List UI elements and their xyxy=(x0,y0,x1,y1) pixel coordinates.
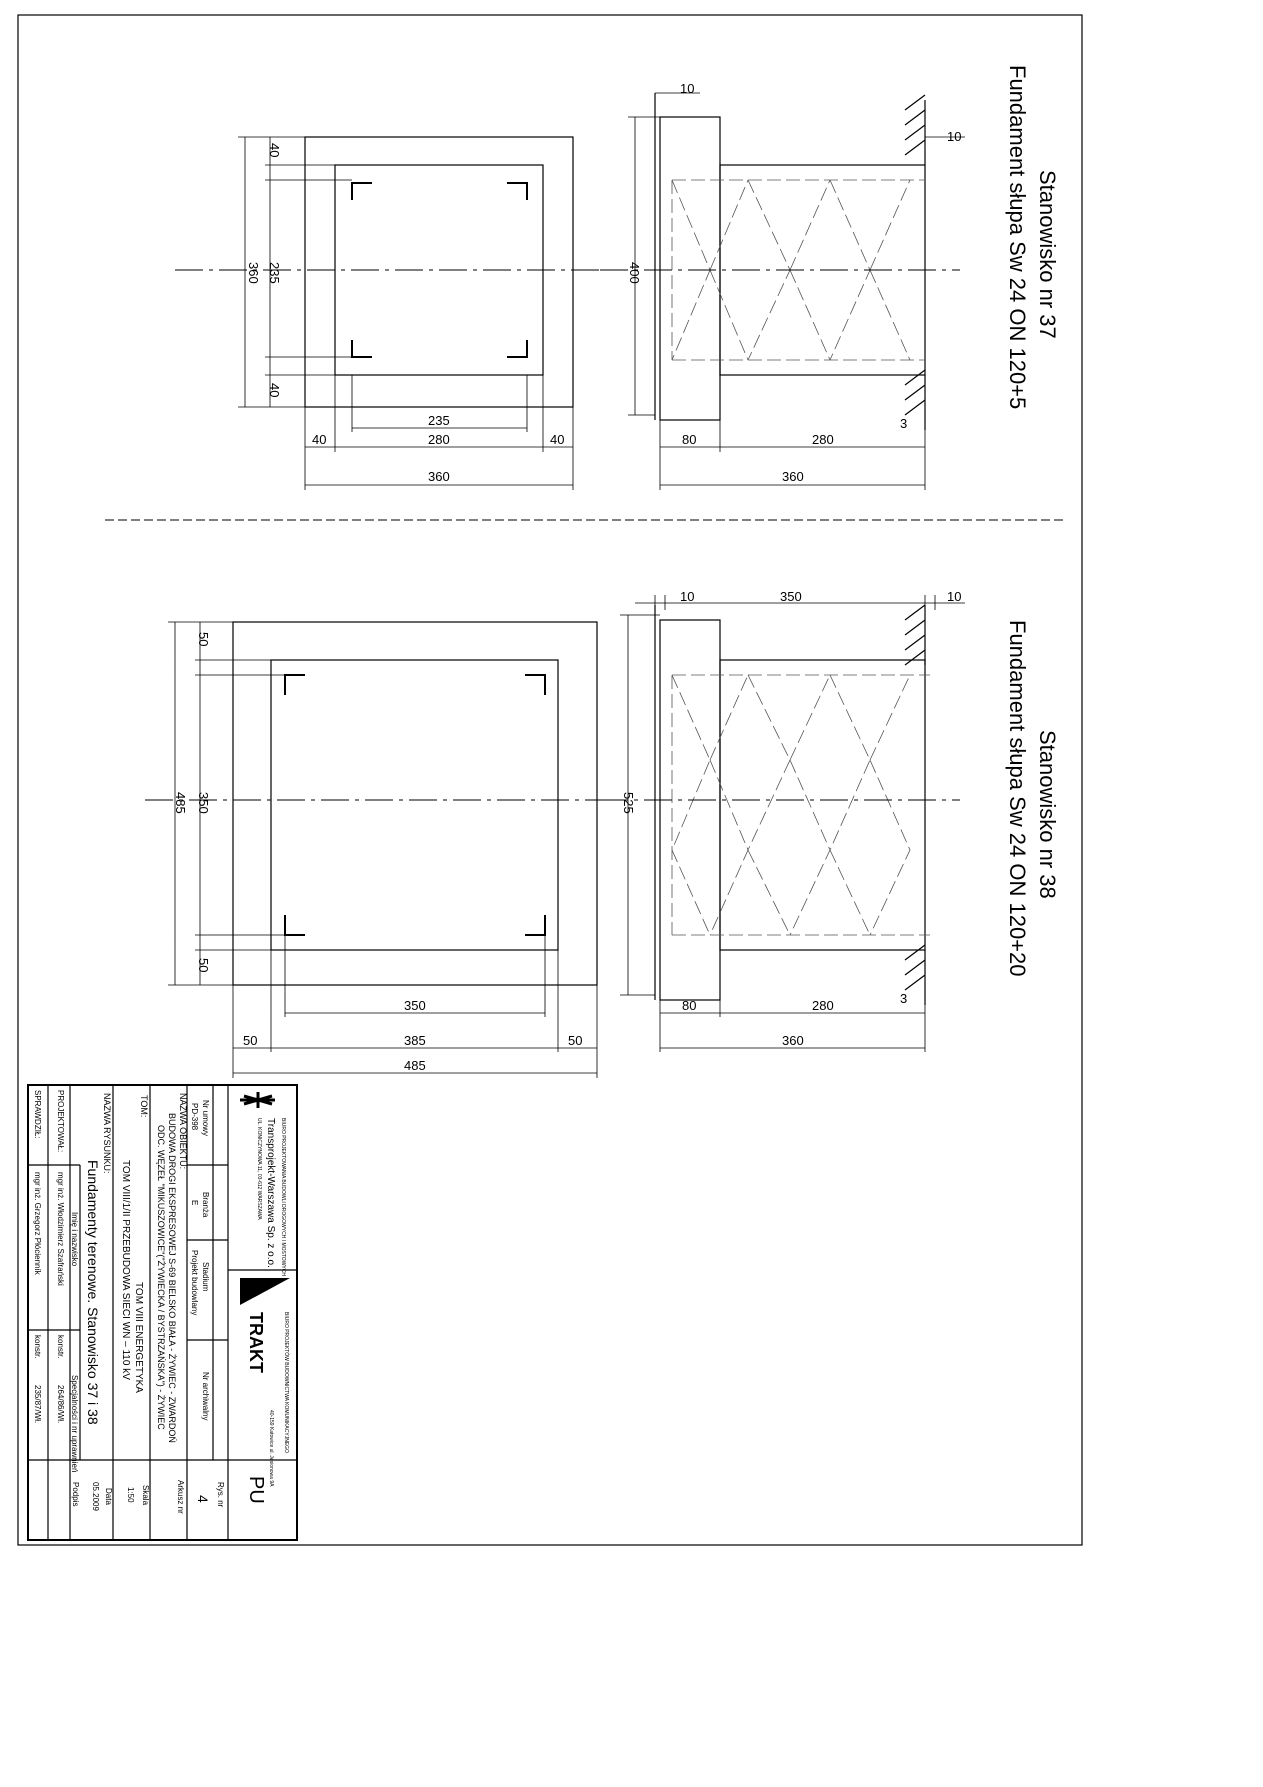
station-subtitle: Fundament słupa Sw 24 ON 120+5 xyxy=(1005,65,1030,410)
nr-umowy-label: Nr umowy xyxy=(201,1100,210,1137)
dim-text: 485 xyxy=(173,792,188,814)
dim-text: 3 xyxy=(900,416,908,431)
company-name: Transprojekt-Warszawa Sp. z o.o. xyxy=(265,1118,276,1268)
dim-text: 40 xyxy=(267,143,282,158)
podpis-label: Podpis xyxy=(71,1482,80,1507)
dim-text: 385 xyxy=(404,1033,426,1048)
dim-text: 235 xyxy=(267,262,282,284)
sprawdzil-nr: 235/87/Wł. xyxy=(33,1385,42,1424)
rys-value: 4 xyxy=(195,1495,211,1503)
title-block xyxy=(28,1085,297,1540)
rysunek-label: NAZWA RYSUNKU: xyxy=(102,1093,112,1174)
dim-text: 3 xyxy=(900,991,908,1006)
dim-text: 360 xyxy=(246,262,261,284)
dim-text: 525 xyxy=(621,792,636,814)
drawing-code: PU xyxy=(245,1476,267,1504)
dim-text: 485 xyxy=(404,1058,426,1073)
station-37 xyxy=(175,65,1060,490)
skala-label: Skala xyxy=(141,1485,150,1506)
transprojekt-logo xyxy=(240,1092,275,1108)
dim-text: 50 xyxy=(196,632,211,647)
skala-value: 1:50 xyxy=(126,1487,135,1503)
stadium-value: Projekt budowlany xyxy=(190,1250,199,1316)
dim-text: 80 xyxy=(682,998,697,1013)
rys-label: Rys. nr xyxy=(216,1482,225,1508)
dim-text: 280 xyxy=(812,998,834,1013)
data-label: Data xyxy=(104,1488,113,1505)
projektowal-name: mgr inż. Włodzimierz Szafrański xyxy=(56,1172,65,1286)
dim-text: 280 xyxy=(428,432,450,447)
dim-text: 350 xyxy=(404,998,426,1013)
obiekt-line2: ODC. WĘZEŁ "MIKUSZOWICE"("ŻYWIECKA / BYSTRZAŃSKA") - ŻYWIEC xyxy=(156,1125,166,1430)
dim-text: 50 xyxy=(568,1033,583,1048)
tom-line1: TOM VIII ENERGETYKA xyxy=(133,1282,144,1393)
dim-text: 10 xyxy=(680,589,695,604)
sprawdzil-name: mgr inż. Grzegorz Płócienník xyxy=(33,1172,42,1275)
nr-archiwalny-label: Nr archiwalny xyxy=(201,1372,210,1421)
spec-label: Specjalności i nr uprawnień xyxy=(70,1375,79,1473)
data-value: 05.2009 xyxy=(91,1482,100,1511)
dim-text: 360 xyxy=(428,469,450,484)
dim-text: 10 xyxy=(947,589,962,604)
stadium-label: Stadium xyxy=(201,1262,210,1292)
dim-text: 350 xyxy=(196,792,211,814)
station-title: Stanowisko nr 38 xyxy=(1035,730,1060,899)
dim-text: 40 xyxy=(550,432,565,447)
plan-view xyxy=(175,137,600,490)
trakt-name: TRAKT xyxy=(246,1312,266,1373)
arkusz-label: Arkusz nr xyxy=(176,1480,185,1514)
projektowal-spec: konstr. xyxy=(56,1335,65,1359)
sprawdzil-label: SPRAWDZIŁ: xyxy=(33,1090,42,1139)
company-address: UL. KONICZYNOWA 11, 03-612 WARSZAWA xyxy=(256,1118,262,1220)
trakt-header: BIURO PROJEKTÓW BUDOWNICTWA KOMUNIKACYJNEGO xyxy=(283,1312,289,1453)
branza-value: E xyxy=(190,1200,199,1206)
station-38 xyxy=(145,589,1060,1078)
station-title: Stanowisko nr 37 xyxy=(1035,170,1060,339)
dim-text: 280 xyxy=(812,432,834,447)
imie-label: Imię i nazwisko xyxy=(70,1212,79,1267)
dim-text: 50 xyxy=(196,958,211,973)
dim-text: 80 xyxy=(682,432,697,447)
projektowal-nr: 264/86/Wł. xyxy=(56,1385,65,1424)
trakt-logo xyxy=(240,1278,290,1305)
projektowal-label: PROJEKTOWAŁ: xyxy=(56,1090,65,1153)
obiekt-line1: BUDOWA DROGI EKSPRESOWEJ S-69 BIELSKO BIAŁA - ŻYWIEC - ZWARDOŃ xyxy=(167,1113,177,1443)
obiekt-label: NAZWA OBIEKTU: xyxy=(178,1093,188,1170)
dim-text: 10 xyxy=(947,129,962,144)
dim-text: 40 xyxy=(312,432,327,447)
trakt-address: 40-159 Katowice ul. Jesionowa 9A xyxy=(268,1410,274,1487)
company-header: BIURO PROJEKTOWANIA BUDOWLI DROGOWYCH I MOSTOWYCH xyxy=(280,1118,286,1276)
tom-line2: TOM VIII/1/II PRZEBUDOWA SIECI WN – 110 kV xyxy=(120,1160,131,1380)
dim-text: 360 xyxy=(782,469,804,484)
station-subtitle: Fundament słupa Sw 24 ON 120+20 xyxy=(1005,620,1030,977)
elevation-view xyxy=(600,589,965,1052)
dim-text: 350 xyxy=(780,589,802,604)
dim-text: 360 xyxy=(782,1033,804,1048)
dim-text: 50 xyxy=(243,1033,258,1048)
branza-label: Branża xyxy=(201,1192,210,1218)
nr-umowy-value: PD-398 xyxy=(190,1103,199,1131)
rysunek-title: Fundamenty terenowe. Stanowisko 37 i 38 xyxy=(85,1160,101,1425)
dim-text: 40 xyxy=(267,383,282,398)
sprawdzil-spec: konstr. xyxy=(33,1335,42,1359)
dim-text: 235 xyxy=(428,413,450,428)
dim-text: 10 xyxy=(680,81,695,96)
dim-text: 400 xyxy=(627,262,642,284)
elevation-view xyxy=(600,81,965,490)
plan-view xyxy=(145,622,620,1078)
tom-label: TOM: xyxy=(139,1095,149,1118)
